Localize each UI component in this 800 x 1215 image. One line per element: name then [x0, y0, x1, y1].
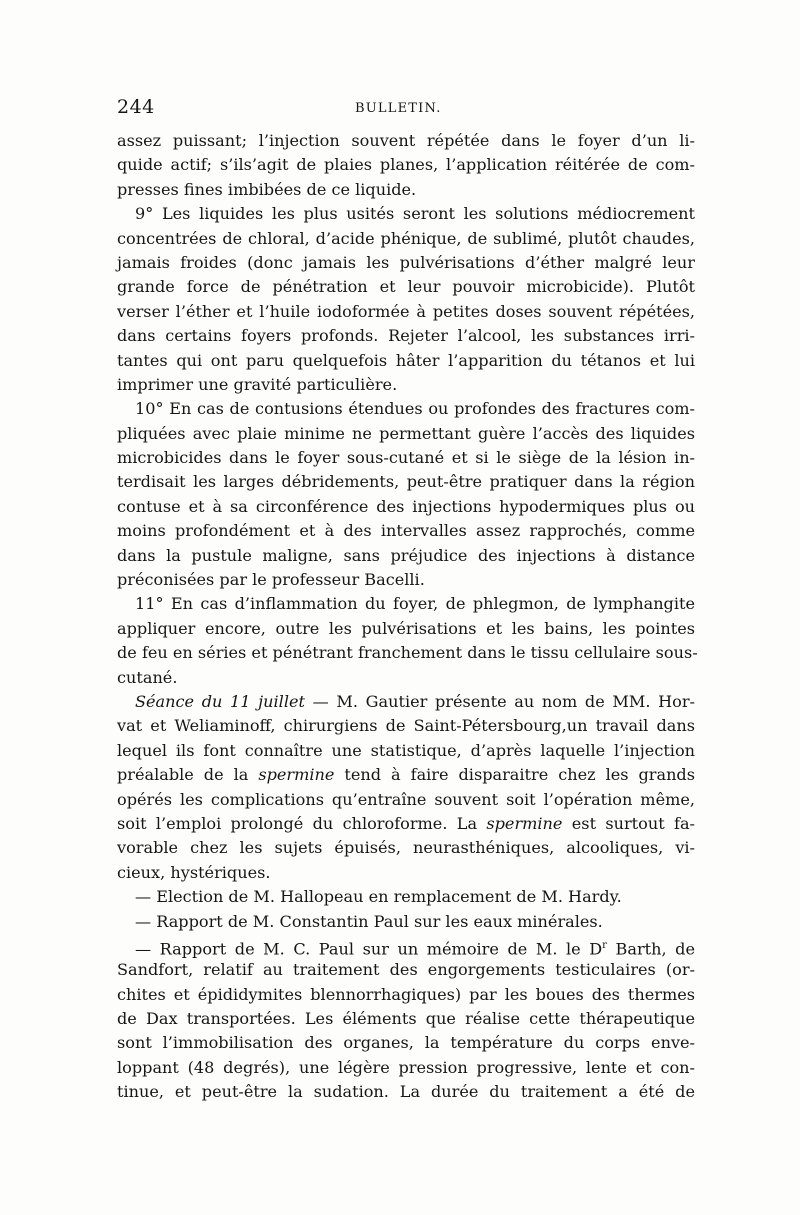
text-line: loppant (48 degrés), une légère pression progressive, lente et con- — [117, 1057, 695, 1077]
text-line: sont l’immobilisation des organes, la température du corps enve- — [117, 1033, 695, 1053]
text-line: 10° En cas de contusions étendues ou profondes des fractures com- — [135, 399, 695, 419]
text-line: de feu en séries et pénétrant franchement dans le tissu cellulaire sous- — [117, 643, 698, 663]
text-line: concentrées de chloral, d’acide phénique, de sublimé, plutôt chaudes, — [117, 228, 695, 248]
body-text — [117, 129, 698, 1105]
text-line: opérés les complications qu’entraîne souvent soit l’opération même, — [117, 789, 695, 809]
text-line: — Election de M. Hallopeau en remplacement de M. Hardy. — [135, 887, 622, 907]
text-line: cieux, hystériques. — [117, 862, 271, 882]
text-line: soit l’emploi prolongé du chloroforme. La spermine est surtout fa- — [117, 813, 695, 833]
text-line: tinue, et peut-être la sudation. La durée du traitement a été de — [117, 1082, 695, 1102]
text-line: assez puissant; l’injection souvent répétée dans le foyer d’un li- — [117, 131, 695, 150]
text-line: contuse et à sa circonférence des injections hypodermiques plus ou — [117, 496, 695, 516]
text-line: jamais froides (donc jamais les pulvérisations d’éther malgré leur — [117, 252, 695, 272]
text-line: Sandfort, relatif au traitement des engorgements testiculaires (or- — [117, 960, 695, 980]
text-line: de Dax transportées. Les éléments que réalise cette thérapeutique — [117, 1009, 695, 1029]
text-line: pliquées avec plaie minime ne permettant guère l’accès des liquides — [117, 423, 695, 443]
text-line: tantes qui ont paru quelquefois hâter l’apparition du tétanos et lui — [117, 350, 695, 370]
text-line: grande force de pénétration et leur pouvoir microbicide). Plutôt — [117, 277, 695, 297]
text-line: dans la pustule maligne, sans préjudice des injections à distance — [117, 545, 695, 565]
text-line: dans certains foyers profonds. Rejeter l’alcool, les substances irri- — [117, 326, 695, 346]
text-line: presses fines imbibées de ce liquide. — [117, 179, 417, 199]
text-line: 11° En cas d’inflammation du foyer, de phlegmon, de lymphangite — [135, 594, 695, 614]
text-line: verser l’éther et l’huile iodoformée à petites doses souvent répétées, — [117, 301, 695, 321]
text-line: vorable chez les sujets épuisés, neurasthéniques, alcooliques, vi- — [117, 838, 695, 858]
text-line: quide actif; s’ils’agit de plaies planes, l’application réitérée de com- — [117, 155, 695, 175]
text-line: — Rapport de M. C. Paul sur un mémoire de M. le $D^r$ Barth, de — [135, 939, 695, 959]
text-line: vat et Weliaminoff, chirurgiens de Saint-Pétersbourg,un travail dans — [117, 716, 695, 736]
text-line: lequel ils font connaître une statistique, d’après laquelle l’injection — [117, 740, 695, 760]
text-line: 9° Les liquides les plus usités seront les solutions médiocrement — [135, 204, 695, 224]
text-line: microbicides dans le foyer sous-cutané et si le siège de la lésion in- — [117, 448, 695, 468]
text-line: moins profondément et à des intervalles assez rapprochés, comme — [117, 521, 695, 541]
text-line: — Rapport de M. Constantin Paul sur les eaux minérales. — [135, 911, 603, 931]
text-line: terdisait les larges débridements, peut-être pratiquer dans la région — [117, 472, 695, 492]
running-head — [117, 96, 695, 126]
text-line: Séance du 11 juillet — M. Gautier présente au nom de MM. Hor- — [135, 691, 695, 711]
journal-title: BULLETIN. — [355, 101, 442, 116]
text-line: imprimer une gravité particulière. — [117, 374, 398, 394]
text-line: appliquer encore, outre les pulvérisations et les bains, les pointes — [117, 618, 695, 638]
text-line: cutané. — [117, 667, 178, 687]
text-line: chites et épididymites blennorrhagiques) par les boues des thermes — [117, 984, 695, 1004]
text-line: préalable de la spermine tend à faire disparaitre chez les grands — [117, 765, 695, 785]
page-number: 244 — [117, 96, 155, 118]
text-line: préconisées par le professeur Bacelli. — [117, 570, 425, 590]
